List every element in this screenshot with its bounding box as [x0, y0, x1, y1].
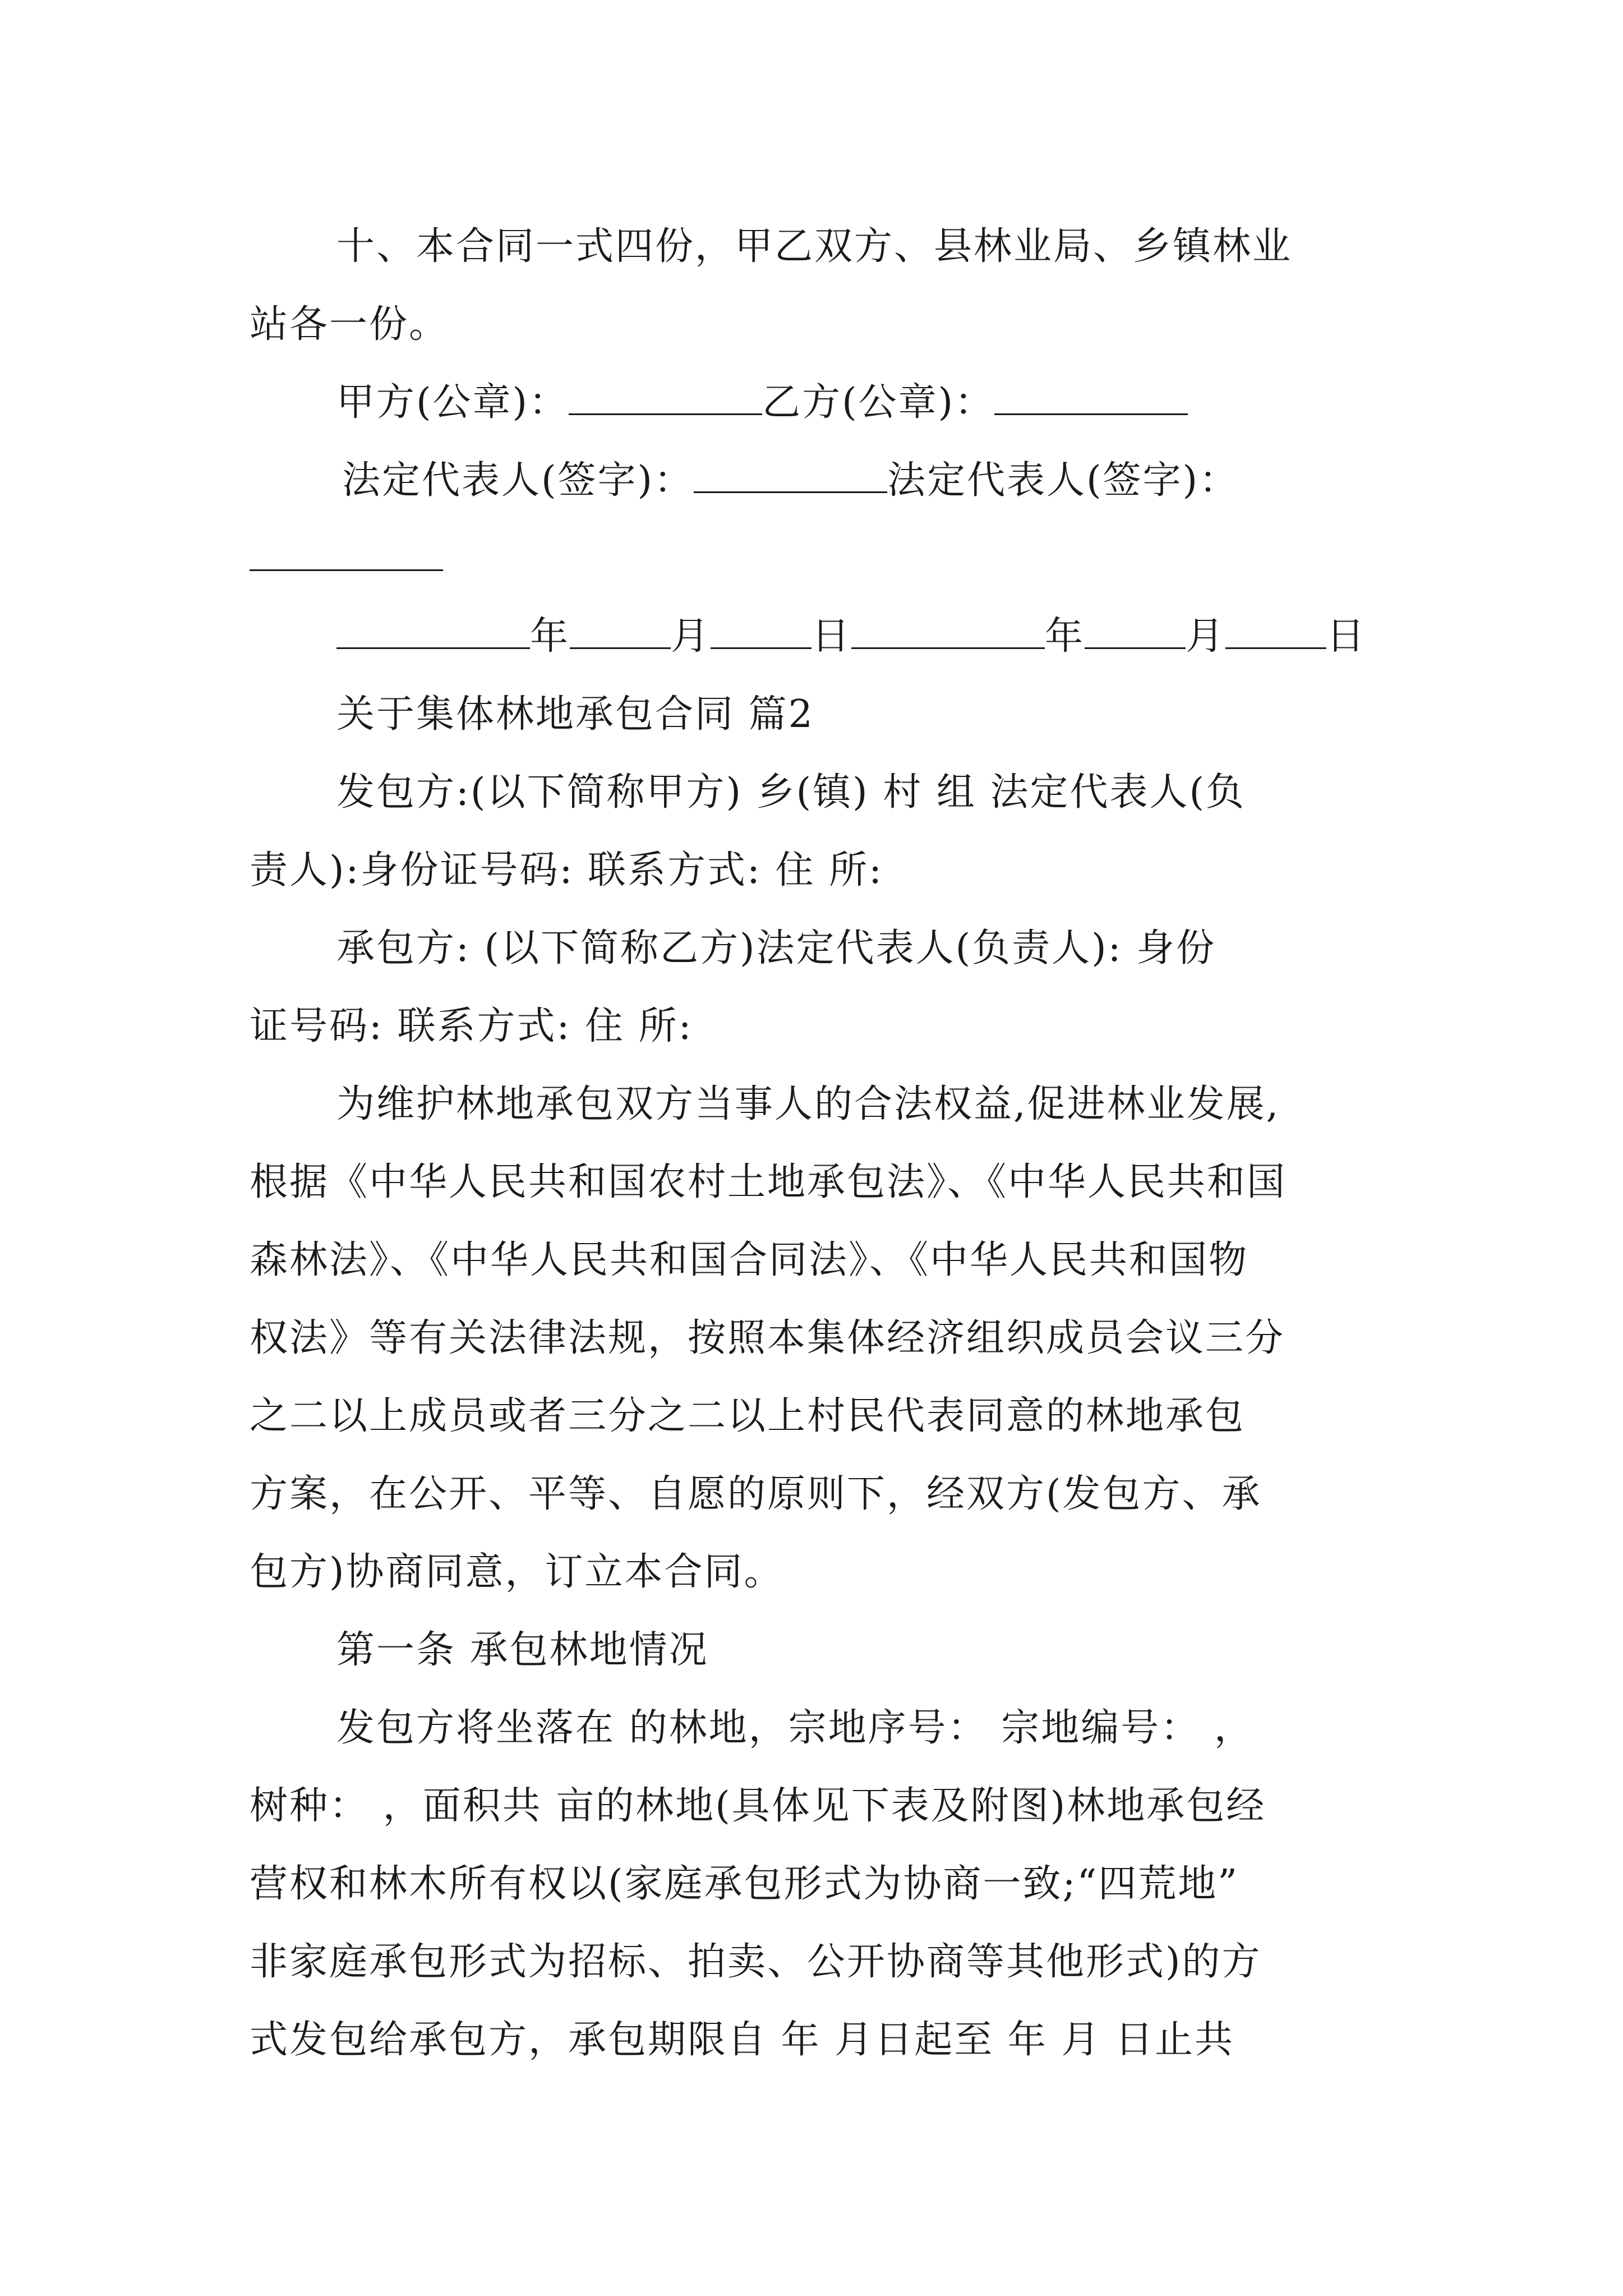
clause-10-line-2: 站各一份。: [250, 302, 449, 347]
party-b-seal-blank: [994, 381, 1188, 415]
party-b-rep-blank-row: [250, 519, 1377, 597]
party-b-day-blank: [1225, 615, 1326, 649]
preamble-line: 森林法》、《中华人民共和国合同法》、《中华人民共和国物: [250, 1238, 1249, 1282]
party-b-day-label: 日: [1326, 614, 1367, 659]
party-b-month-blank: [1085, 615, 1186, 649]
preamble-line: 包方)协商同意，订立本合同。: [250, 1550, 784, 1594]
party-a-day-label: 日: [811, 614, 852, 659]
preamble-line: 根据《中华人民共和国农村土地承包法》、《中华人民共和国: [250, 1160, 1287, 1204]
article-1-title: 第一条 承包林地情况: [336, 1628, 709, 1672]
party-b-year-label: 年: [1045, 614, 1085, 659]
party-a-year-label: 年: [530, 614, 570, 659]
contractee-info-line-2: 证号码: 联系方式: 住 所:: [250, 1004, 693, 1048]
clause-10-line-1: 十、本合同一式四份，甲乙双方、县林业局、乡镇林业: [336, 224, 1293, 269]
article-1-line: 式发包给承包方，承包期限自 年 月日起至 年 月 日止共: [250, 2018, 1235, 2062]
party-a-rep-label: 法定代表人(签字)：: [342, 458, 694, 503]
preamble-line: 方案，在公开、平等、自愿的原则下，经双方(发包方、承: [250, 1472, 1262, 1516]
party-b-seal-label: 乙方(公章)：: [762, 380, 995, 425]
preamble-line: 权法》等有关法律法规，按照本集体经济组织成员会议三分: [250, 1316, 1285, 1360]
article-1-line: 发包方将坐落在 的林地，宗地序号： 宗地编号： ，: [336, 1706, 1254, 1750]
contractor-info-line-2: 责人):身份证号码: 联系方式: 住 所:: [250, 848, 884, 892]
party-a-day-blank: [711, 615, 811, 649]
party-a-year-blank: [336, 615, 530, 649]
representative-signature-row: [250, 441, 1377, 519]
seal-signature-row: [250, 364, 1377, 441]
party-a-rep-blank: [694, 459, 887, 493]
article-1-line: 树种： ，面积共 亩的林地(具体见下表及附图)林地承包经: [250, 1784, 1266, 1828]
preamble-line: 之二以上成员或者三分之二以上村民代表同意的林地承包: [250, 1394, 1246, 1438]
party-b-rep-label: 法定代表人(签字)：: [887, 458, 1239, 503]
party-b-year-blank: [851, 615, 1045, 649]
document-body: [250, 208, 1377, 2079]
party-a-month-blank: [570, 615, 671, 649]
party-a-seal-label: 甲方(公章)：: [336, 380, 569, 425]
party-a-month-label: 月: [671, 614, 711, 659]
article-1-line: 非家庭承包形式为招标、拍卖、公开协商等其他形式)的方: [250, 1940, 1262, 1984]
preamble-line: 为维护林地承包双方当事人的合法权益,促进林业发展,: [336, 1082, 1280, 1126]
contractee-info-line-1: 承包方: (以下简称乙方)法定代表人(负责人): 身份: [336, 926, 1216, 970]
article-1-line: 营权和林木所有权以(家庭承包形式为协商一致;“四荒地”: [250, 1862, 1239, 1906]
date-row: [250, 597, 1377, 675]
party-b-month-label: 月: [1186, 614, 1226, 659]
party-a-seal-blank: [569, 381, 762, 415]
party-b-rep-blank: [250, 537, 443, 571]
contractor-info-line-1: 发包方:(以下简称甲方) 乡(镇) 村 组 法定代表人(负: [336, 770, 1246, 815]
section-heading: 关于集体林地承包合同 篇2: [336, 692, 814, 737]
